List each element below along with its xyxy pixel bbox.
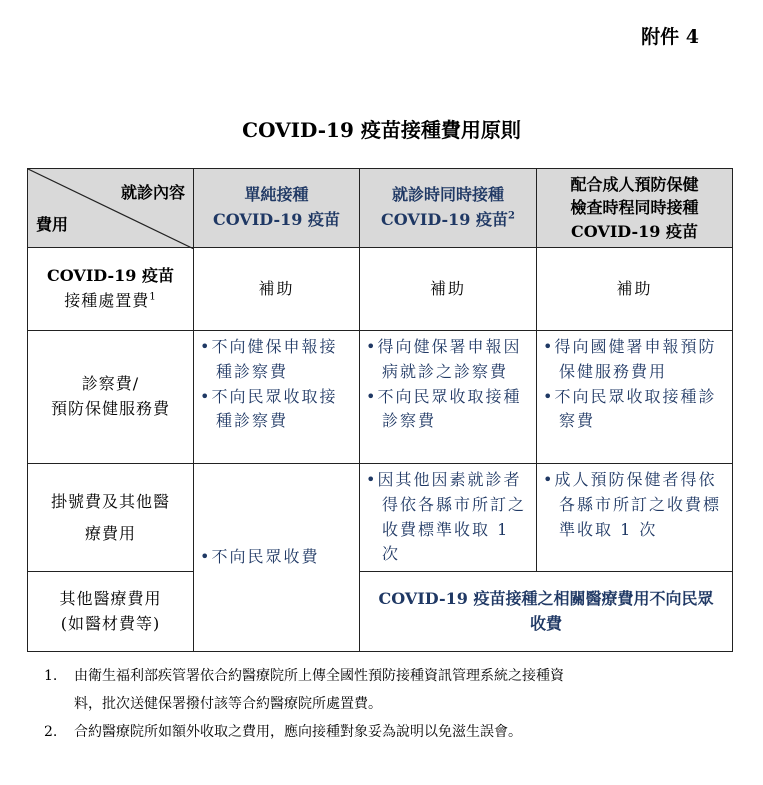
table-cell (537, 464, 733, 572)
bullet-item: •得向國健署申報預防保健服務費用 (543, 337, 717, 381)
table-cell (360, 331, 537, 464)
footnote-text: 合約醫療院所如額外收取之費用，應向接種對象妥為說明以免滋生誤會。 (74, 724, 522, 740)
column-header-visit (360, 169, 537, 248)
row-label-line2: 療費用 (84, 523, 136, 543)
bullet-item: •不向民眾收取接種診察費 (543, 386, 717, 431)
column-header-line1: 單純接種 (244, 185, 309, 205)
bullet-item: •不向民眾收費 (200, 547, 320, 567)
bullet-item: •成人預防保健者得依各縣市所訂之收費標準收取 1 次 (543, 470, 722, 539)
table-cell (360, 464, 537, 572)
footnote-item (44, 662, 734, 690)
page-title: COVID-19 疫苗接種費用原則 (242, 118, 521, 142)
table-cell (537, 331, 733, 464)
row-label (28, 572, 194, 652)
table-row (28, 331, 733, 464)
fee-table (27, 168, 733, 652)
column-header-line1: 配合成人預防保健 (570, 175, 699, 195)
column-header-line2: COVID-19 疫苗 (213, 210, 340, 229)
table-row (28, 248, 733, 331)
column-header-simple (194, 169, 360, 248)
bullet-item: •不向健保申報接種診察費 (200, 337, 338, 381)
footnote-text-continued: 料，批次送健保署撥付該等合約醫療院所處置費。 (74, 696, 382, 712)
table-cell: 補助 (194, 248, 360, 331)
footnote-marker: 1 (149, 291, 157, 303)
table-cell: 補助 (360, 248, 537, 331)
row-label (28, 248, 194, 331)
table-row (28, 464, 733, 572)
footnote-number: 1. (44, 668, 58, 684)
column-header-adult (537, 169, 733, 248)
corner-cell (28, 169, 194, 248)
row-label (28, 464, 194, 572)
row-label-line1: 掛號費及其他醫 (50, 491, 170, 511)
table-header-row (28, 169, 733, 248)
footnote-item (44, 718, 734, 746)
row-label-line1: COVID-19 疫苗 (47, 266, 174, 286)
table-cell (194, 331, 360, 464)
row-label-line1: 診察費/ (81, 374, 140, 394)
table-cell-merged (194, 464, 360, 652)
corner-content-label: 就診內容 (120, 183, 185, 202)
bullet-item: •不向民眾收取接種診察費 (200, 386, 338, 431)
column-header-line1: 就診時同時接種 (391, 185, 504, 205)
column-header-line2: COVID-19 疫苗 (381, 210, 508, 229)
row-label-line1: 其他醫療費用 (59, 588, 162, 608)
bullet-item: •不向民眾收取接種診察費 (366, 386, 522, 431)
bullet-item: •得向健保署申報因病就診之診察費 (366, 337, 522, 381)
bullet-item: •因其他因素就診者得依各縣市所訂之收費標準收取 1 次 (366, 470, 527, 564)
column-header-line2: 檢查時程同時接種 (570, 198, 699, 218)
row-label (28, 331, 194, 464)
footnote-number: 2. (44, 724, 58, 740)
row-label-line2: 預防保健服務費 (50, 399, 170, 418)
table-cell-merged: COVID-19 疫苗接種之相關醫療費用不向民眾收費 (360, 572, 733, 652)
footnotes (44, 662, 734, 746)
column-header-line3: COVID-19 疫苗 (571, 221, 698, 241)
footnote-text: 由衛生福利部疾管署依合約醫療院所上傳全國性預防接種資訊管理系統之接種資 (74, 668, 564, 684)
row-label-line2: (如醫材費等) (60, 613, 161, 633)
corner-fee-label: 費用 (36, 215, 69, 234)
footnote-marker: 2 (507, 210, 515, 222)
attachment-label: 附件 4 (641, 26, 699, 48)
table-row (28, 572, 733, 652)
table-cell: 補助 (537, 248, 733, 331)
row-label-line2: 接種處置費 (64, 291, 150, 310)
